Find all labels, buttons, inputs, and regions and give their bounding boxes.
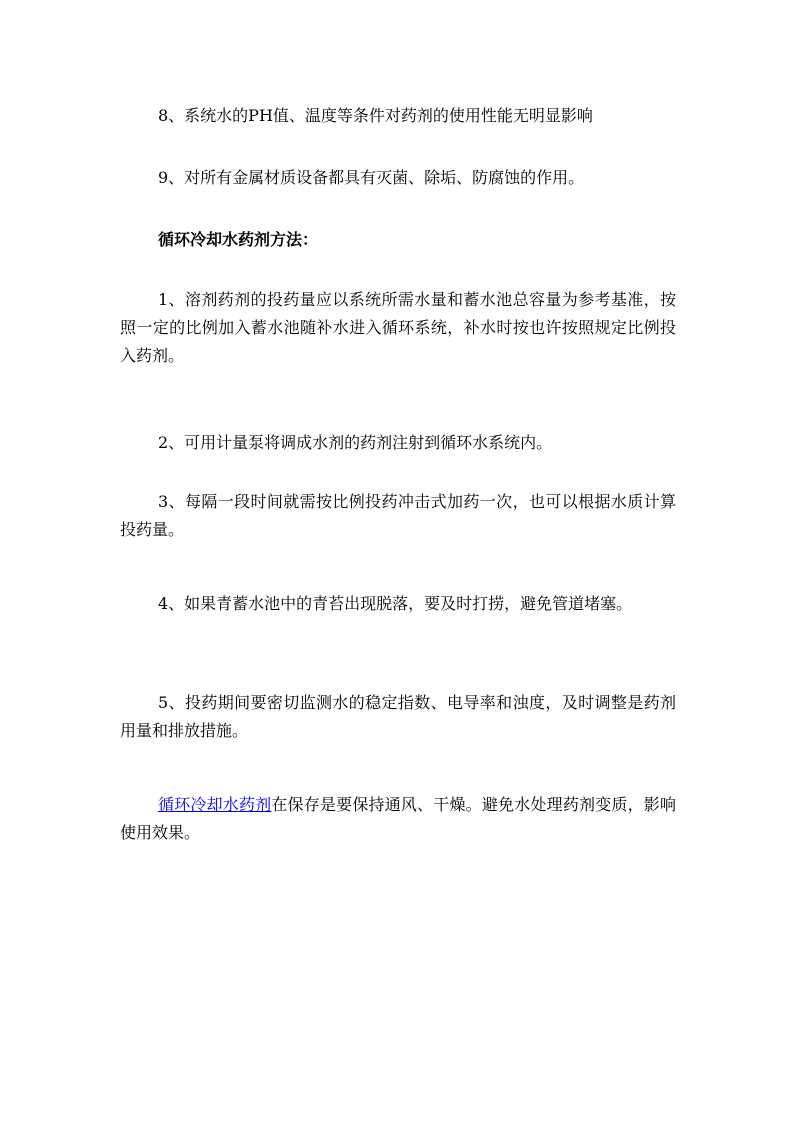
method-step-5: 5、投药期间要密切监测水的稳定指数、电导率和浊度，及时调整是药剂用量和排放措施。 <box>120 693 676 740</box>
method-step-3: 3、每隔一段时间就需按比例投药冲击式加药一次，也可以根据水质计算投药量。 <box>120 492 676 539</box>
method-step-2: 2、可用计量泵将调成水剂的药剂注射到循环水系统内。 <box>158 433 553 452</box>
method-step-4: 4、如果青蓄水池中的青苔出现脱落，要及时打捞，避免管道堵塞。 <box>158 594 633 613</box>
closing-text: 在保存是要保持通风、干燥。避免水处理药剂变质，影响使用效果。 <box>120 795 676 842</box>
product-link[interactable]: 循环冷却水药剂 <box>158 795 272 814</box>
property-item-8: 8、系统水的PH值、温度等条件对药剂的使用性能无明显影响 <box>158 106 593 125</box>
section-heading: 循环冷却水药剂方法： <box>158 230 319 249</box>
closing-paragraph <box>120 791 676 847</box>
property-item-9: 9、对所有金属材质设备都具有灭菌、除垢、防腐蚀的作用。 <box>158 168 585 187</box>
method-step-1: 1、溶剂药剂的投药量应以系统所需水量和蓄水池总容量为参考基准，按照一定的比例加入蓄水池随补水进入循环系统，补水时按也许按照规定比例投入药剂。 <box>120 290 676 365</box>
